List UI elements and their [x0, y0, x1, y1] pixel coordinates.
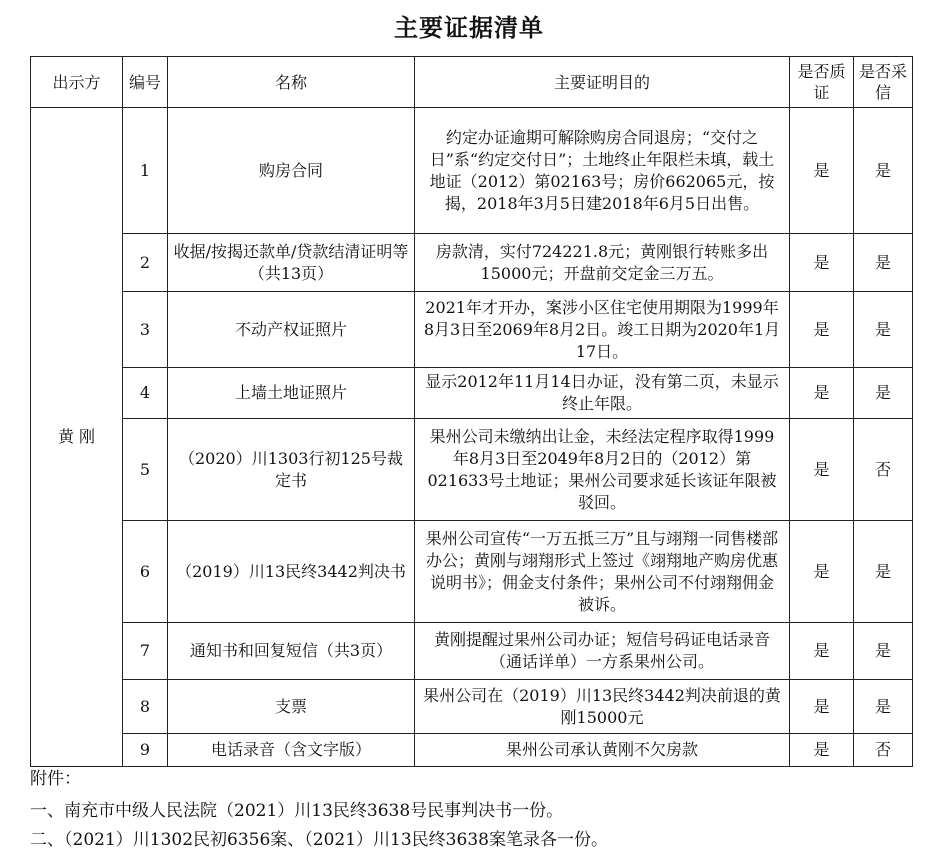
- row-challenged: 是: [790, 368, 854, 419]
- header-name: 名称: [168, 57, 415, 108]
- header-adopted: 是否采信: [854, 57, 913, 108]
- row-purpose: 2021年才开办，案涉小区住宅使用期限为1999年8月3日至2069年8月2日。竣工日期为2020年1月17日。: [415, 292, 790, 368]
- row-adopted: 是: [854, 368, 913, 419]
- table-row: [31, 521, 913, 623]
- row-adopted: 否: [854, 419, 913, 521]
- header-purpose: 主要证明目的: [415, 57, 790, 108]
- document-title: 主要证据清单: [394, 14, 544, 42]
- row-purpose: 果州公司未缴纳出让金，未经法定程序取得1999年8月3日至2049年8月2日的（2012）第021633号土地证；果州公司要求延长该证年限被驳回。: [415, 419, 790, 521]
- row-challenged: 是: [790, 521, 854, 623]
- row-number: 4: [123, 368, 168, 419]
- attachment-item: 一、南充市中级人民法院（2021）川13民终3638号民事判决书一份。: [30, 801, 564, 821]
- row-number: 1: [123, 108, 168, 234]
- row-adopted: 是: [854, 292, 913, 368]
- header-number: 编号: [123, 57, 168, 108]
- row-purpose: 黄刚提醒过果州公司办证；短信号码证电话录音（通话详单）一方系果州公司。: [415, 623, 790, 680]
- row-challenged: 是: [790, 680, 854, 734]
- row-purpose: 约定办证逾期可解除购房合同退房；“交付之日”系“约定交付日”；土地终止年限栏未填，载土地证（2012）第02163号；房价662065元，按揭，2018年3月5日建2018年6月5日出售。: [415, 108, 790, 234]
- row-number: 7: [123, 623, 168, 680]
- row-name: 电话录音（含文字版）: [168, 734, 415, 767]
- row-name: 不动产权证照片: [168, 292, 415, 368]
- row-adopted: 是: [854, 108, 913, 234]
- row-name: 购房合同: [168, 108, 415, 234]
- table-row: [31, 623, 913, 680]
- table-row: [31, 108, 913, 234]
- row-number: 5: [123, 419, 168, 521]
- evidence-table: [30, 56, 913, 767]
- row-challenged: 是: [790, 108, 854, 234]
- row-challenged: 是: [790, 623, 854, 680]
- row-adopted: 是: [854, 680, 913, 734]
- table-row: [31, 734, 913, 767]
- row-name: 通知书和回复短信（共3页）: [168, 623, 415, 680]
- table-row: [31, 292, 913, 368]
- row-purpose: 房款清，实付724221.8元；黄刚银行转账多出15000元；开盘前交定金三万五。: [415, 234, 790, 292]
- row-purpose: 果州公司在（2019）川13民终3442判决前退的黄刚15000元: [415, 680, 790, 734]
- row-challenged: 是: [790, 734, 854, 767]
- row-name: 上墙土地证照片: [168, 368, 415, 419]
- presenter-cell: 黄 刚: [31, 108, 123, 767]
- row-number: 2: [123, 234, 168, 292]
- row-number: 9: [123, 734, 168, 767]
- row-purpose: 果州公司宣传“一万五抵三万”且与翊翔一同售楼部办公；黄刚与翊翔形式上签过《翊翔地产购房优惠说明书》；佣金支付条件；果州公司不付翊翔佣金被诉。: [415, 521, 790, 623]
- table-row: [31, 368, 913, 419]
- row-adopted: 否: [854, 734, 913, 767]
- table-header-row: [31, 57, 913, 108]
- row-purpose: 果州公司承认黄刚不欠房款: [415, 734, 790, 767]
- header-presenter: 出示方: [31, 57, 123, 108]
- row-challenged: 是: [790, 292, 854, 368]
- attachment-item: 二、（2021）川1302民初6356案、（2021）川13民终3638案笔录各一份。: [30, 830, 608, 850]
- row-challenged: 是: [790, 419, 854, 521]
- row-name: 收据/按揭还款单/贷款结清证明等（共13页）: [168, 234, 415, 292]
- row-adopted: 是: [854, 234, 913, 292]
- row-adopted: 是: [854, 521, 913, 623]
- row-number: 8: [123, 680, 168, 734]
- table-row: [31, 680, 913, 734]
- table-row: [31, 419, 913, 521]
- row-number: 3: [123, 292, 168, 368]
- header-challenged: 是否质证: [790, 57, 854, 108]
- row-challenged: 是: [790, 234, 854, 292]
- table-row: [31, 234, 913, 292]
- row-adopted: 是: [854, 623, 913, 680]
- row-name: 支票: [168, 680, 415, 734]
- row-number: 6: [123, 521, 168, 623]
- attachments-heading: 附件：: [30, 769, 81, 789]
- row-purpose: 显示2012年11月14日办证，没有第二页，未显示终止年限。: [415, 368, 790, 419]
- row-name: （2020）川1303行初125号裁定书: [168, 419, 415, 521]
- row-name: （2019）川13民终3442判决书: [168, 521, 415, 623]
